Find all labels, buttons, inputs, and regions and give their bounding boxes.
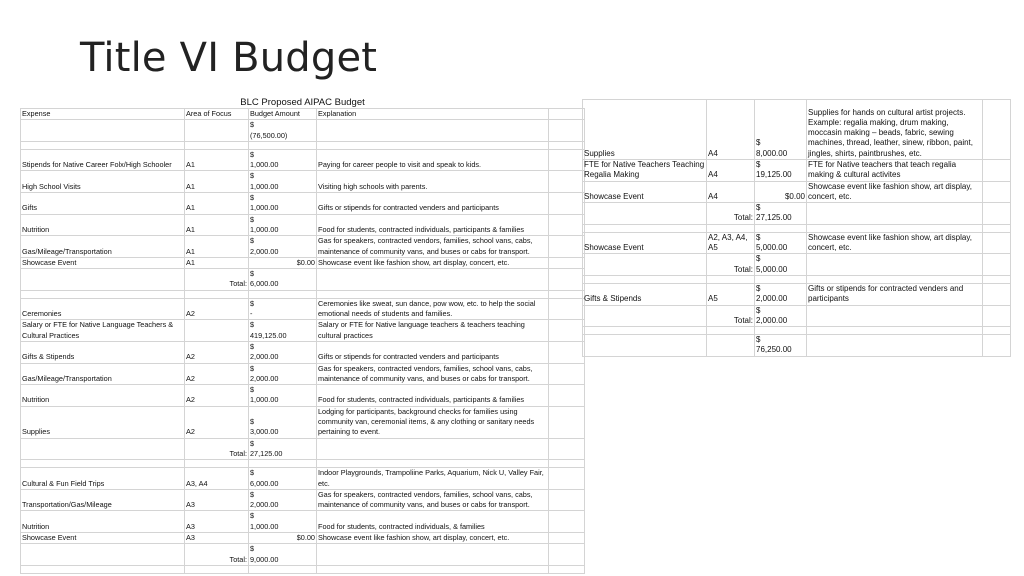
area-of-focus-cell: A5 xyxy=(707,283,755,305)
spacer-cell xyxy=(983,327,1011,335)
budget-amount-cell: $ 1,000.00 xyxy=(249,385,317,407)
explanation-cell xyxy=(317,290,549,298)
budget-amount-cell: $ 76,250.00 xyxy=(755,335,807,357)
budget-amount-cell: $0.00 xyxy=(249,532,317,543)
budget-amount-cell: $ 6,000.00 xyxy=(249,269,317,291)
explanation-cell: Showcase event like fashion show, art display, concert, etc. xyxy=(317,257,549,268)
budget-amount-cell: $ 5,000.00 xyxy=(755,254,807,276)
budget-amount-cell: $0.00 xyxy=(249,257,317,268)
table-title-row xyxy=(21,96,585,109)
spacer-cell xyxy=(983,275,1011,283)
expense-cell: Cultural & Fun Field Trips xyxy=(21,468,185,490)
spacer-cell xyxy=(983,335,1011,357)
area-of-focus-cell xyxy=(185,565,249,573)
spacer-cell xyxy=(549,149,585,171)
budget-amount-cell: $ 27,125.00 xyxy=(755,203,807,225)
table-row xyxy=(21,193,585,215)
explanation-cell xyxy=(317,565,549,573)
explanation-cell: Salary or FTE for Native language teachers & teachers teaching cultural practices xyxy=(317,320,549,342)
budget-amount-cell xyxy=(249,290,317,298)
budget-amount-cell: $ 1,000.00 xyxy=(249,149,317,171)
expense-cell: Ceremonies xyxy=(21,298,185,320)
expense-cell: Gifts xyxy=(21,193,185,215)
right-budget-table xyxy=(582,99,1011,357)
expense-cell: Nutrition xyxy=(21,511,185,533)
explanation-cell: Indoor Playgrounds, Trampoliine Parks, Aquarium, Nick U, Valley Fair, etc. xyxy=(317,468,549,490)
area-of-focus-cell: A3 xyxy=(185,489,249,511)
explanation-cell xyxy=(317,269,549,291)
header-spacer xyxy=(549,109,585,120)
area-of-focus-cell: A1 xyxy=(185,149,249,171)
expense-cell: Stipends for Native Career Folx/High Schooler xyxy=(21,149,185,171)
table-row xyxy=(583,254,1011,276)
explanation-cell xyxy=(807,203,983,225)
header-explanation: Explanation xyxy=(317,109,549,120)
area-of-focus-cell: A2 xyxy=(185,341,249,363)
area-of-focus-cell: A2 xyxy=(185,298,249,320)
explanation-cell xyxy=(807,254,983,276)
spacer-cell xyxy=(549,341,585,363)
area-of-focus-cell: Total: xyxy=(185,438,249,460)
spacer-cell xyxy=(549,468,585,490)
table-row xyxy=(21,460,585,468)
area-of-focus-cell: Total: xyxy=(707,305,755,327)
area-of-focus-cell: A3 xyxy=(185,532,249,543)
area-of-focus-cell: A2 xyxy=(185,363,249,385)
area-of-focus-cell: Total: xyxy=(185,269,249,291)
explanation-cell xyxy=(807,275,983,283)
expense-cell: Showcase Event xyxy=(21,257,185,268)
expense-cell xyxy=(583,305,707,327)
table-row xyxy=(21,468,585,490)
header-row xyxy=(21,109,585,120)
budget-amount-cell xyxy=(755,224,807,232)
area-of-focus-cell: A1 xyxy=(185,193,249,215)
spacer-cell xyxy=(983,160,1011,182)
budget-amount-cell xyxy=(755,327,807,335)
table-row xyxy=(583,232,1011,254)
table-row xyxy=(583,203,1011,225)
expense-cell: FTE for Native Teachers Teaching Regalia Making xyxy=(583,160,707,182)
budget-amount-cell: $ 6,000.00 xyxy=(249,468,317,490)
table-row xyxy=(21,141,585,149)
table-row xyxy=(583,335,1011,357)
table-row xyxy=(21,290,585,298)
area-of-focus-cell: A2, A3, A4, A5 xyxy=(707,232,755,254)
area-of-focus-cell: A1 xyxy=(185,236,249,258)
expense-cell xyxy=(583,224,707,232)
explanation-cell xyxy=(807,305,983,327)
spacer-cell xyxy=(549,385,585,407)
expense-cell xyxy=(583,203,707,225)
area-of-focus-cell: A1 xyxy=(185,171,249,193)
explanation-cell: Food for students, contracted individuals, participants & families xyxy=(317,214,549,236)
spacer-cell xyxy=(549,171,585,193)
expense-cell xyxy=(583,254,707,276)
explanation-cell xyxy=(807,224,983,232)
area-of-focus-cell: A1 xyxy=(185,214,249,236)
expense-cell xyxy=(583,335,707,357)
table-title: BLC Proposed AIPAC Budget xyxy=(240,96,365,108)
budget-amount-cell: $0.00 xyxy=(755,181,807,203)
area-of-focus-cell: A1 xyxy=(185,257,249,268)
table-row xyxy=(21,406,585,438)
explanation-cell xyxy=(317,141,549,149)
spacer-cell xyxy=(549,298,585,320)
explanation-cell: Showcase event like fashion show, art display, concert, etc. xyxy=(317,532,549,543)
expense-cell: Nutrition xyxy=(21,385,185,407)
table-row xyxy=(21,257,585,268)
area-of-focus-cell xyxy=(707,327,755,335)
expense-cell: Gifts & Stipends xyxy=(21,341,185,363)
spacer-cell xyxy=(549,489,585,511)
explanation-cell: Food for students, contracted individuals, participants & families xyxy=(317,385,549,407)
table-row xyxy=(21,236,585,258)
expense-cell: High School Visits xyxy=(21,171,185,193)
spacer-cell xyxy=(983,232,1011,254)
table-row xyxy=(583,327,1011,335)
explanation-cell: Gifts or stipends for contracted venders and participants xyxy=(317,193,549,215)
explanation-cell xyxy=(317,120,549,142)
spacer-cell xyxy=(549,141,585,149)
budget-amount-cell xyxy=(249,141,317,149)
table-row xyxy=(21,341,585,363)
explanation-cell xyxy=(317,460,549,468)
explanation-cell: Supplies for hands on cultural artist projects. Example: regalia making, drum making, moccasin making – beads, fabric, sewing machines, thread, leather, sinew, ribbon, paint, jingles, shirts, paintbrushes, etc. xyxy=(807,100,983,160)
expense-cell: Gifts & Stipends xyxy=(583,283,707,305)
budget-amount-cell: $ 2,000.00 xyxy=(755,305,807,327)
spacer-cell xyxy=(983,283,1011,305)
table-row xyxy=(21,149,585,171)
area-of-focus-cell: A3, A4 xyxy=(185,468,249,490)
table-row xyxy=(21,438,585,460)
table-row xyxy=(583,275,1011,283)
area-of-focus-cell: A4 xyxy=(707,100,755,160)
expense-cell: Transportation/Gas/Mileage xyxy=(21,489,185,511)
expense-cell: Nutrition xyxy=(21,214,185,236)
expense-cell xyxy=(21,460,185,468)
table-row xyxy=(21,565,585,573)
explanation-cell: Food for students, contracted individuals, & families xyxy=(317,511,549,533)
spacer-cell xyxy=(549,120,585,142)
area-of-focus-cell: Total: xyxy=(185,544,249,566)
expense-cell: Showcase Event xyxy=(583,232,707,254)
spacer-cell xyxy=(549,214,585,236)
table-row xyxy=(583,283,1011,305)
expense-cell xyxy=(21,544,185,566)
budget-amount-cell: $ 1,000.00 xyxy=(249,511,317,533)
left-budget-table xyxy=(20,96,585,574)
expense-cell: Gas/Mileage/Transportation xyxy=(21,363,185,385)
spacer-cell xyxy=(549,269,585,291)
table-row xyxy=(583,181,1011,203)
spacer-cell xyxy=(549,320,585,342)
explanation-cell: Showcase event like fashion show, art display, concert, etc. xyxy=(807,232,983,254)
expense-cell: Supplies xyxy=(583,100,707,160)
table-row xyxy=(21,544,585,566)
header-area-of-focus: Area of Focus xyxy=(185,109,249,120)
spacer-cell xyxy=(983,305,1011,327)
expense-cell xyxy=(21,120,185,142)
area-of-focus-cell: A4 xyxy=(707,181,755,203)
spacer-cell xyxy=(549,406,585,438)
explanation-cell xyxy=(317,438,549,460)
spacer-cell xyxy=(549,438,585,460)
budget-amount-cell: $ 5,000.00 xyxy=(755,232,807,254)
table-row xyxy=(583,100,1011,160)
explanation-cell xyxy=(317,544,549,566)
expense-cell: Showcase Event xyxy=(583,181,707,203)
explanation-cell: Ceremonies like sweat, sun dance, pow wow, etc. to help the social emotional needs of students and families. xyxy=(317,298,549,320)
budget-amount-cell xyxy=(755,275,807,283)
explanation-cell: Lodging for participants, background checks for families using community van, ceremonial items, & any clothing or sanitary needs pertaining to event. xyxy=(317,406,549,438)
expense-cell: Supplies xyxy=(21,406,185,438)
explanation-cell: Gas for speakers, contracted vendors, families, school vans, cabs, maintenance of community vans, and buses or cabs for transport. xyxy=(317,363,549,385)
area-of-focus-cell: Total: xyxy=(707,203,755,225)
slide-title: Title VI Budget xyxy=(80,35,378,81)
explanation-cell xyxy=(807,327,983,335)
table-row xyxy=(21,214,585,236)
budget-amount-cell: $ 2,000.00 xyxy=(249,236,317,258)
expense-cell xyxy=(21,565,185,573)
explanation-cell: Visiting high schools with parents. xyxy=(317,171,549,193)
expense-cell xyxy=(21,141,185,149)
area-of-focus-cell: A3 xyxy=(185,511,249,533)
area-of-focus-cell: A4 xyxy=(707,160,755,182)
budget-amount-cell: $ 1,000.00 xyxy=(249,193,317,215)
spacer-cell xyxy=(549,460,585,468)
explanation-cell: Paying for career people to visit and speak to kids. xyxy=(317,149,549,171)
table-row xyxy=(583,160,1011,182)
area-of-focus-cell xyxy=(185,460,249,468)
spacer-cell xyxy=(983,224,1011,232)
budget-amount-cell: $ 3,000.00 xyxy=(249,406,317,438)
spacer-cell xyxy=(549,236,585,258)
table-row xyxy=(21,320,585,342)
budget-amount-cell: $ 2,000.00 xyxy=(249,489,317,511)
expense-cell xyxy=(583,275,707,283)
spacer-cell xyxy=(549,532,585,543)
budget-amount-cell: $ 2,000.00 xyxy=(249,341,317,363)
budget-amount-cell xyxy=(249,460,317,468)
budget-amount-cell: $ 9,000.00 xyxy=(249,544,317,566)
area-of-focus-cell: A2 xyxy=(185,406,249,438)
explanation-cell: Gas for speakers, contracted vendors, families, school vans, cabs, maintenance of community vans, and buses or cabs for transport. xyxy=(317,489,549,511)
budget-amount-cell: $ (76,500.00) xyxy=(249,120,317,142)
table-row xyxy=(21,511,585,533)
table-row xyxy=(21,269,585,291)
budget-amount-cell: $ 1,000.00 xyxy=(249,214,317,236)
table-row xyxy=(583,224,1011,232)
explanation-cell: Gifts or stipends for contracted venders and participants xyxy=(317,341,549,363)
table-row xyxy=(21,363,585,385)
area-of-focus-cell xyxy=(707,224,755,232)
header-expense: Expense xyxy=(21,109,185,120)
table-row xyxy=(21,298,585,320)
budget-amount-cell xyxy=(249,565,317,573)
area-of-focus-cell xyxy=(185,320,249,342)
explanation-cell: Gas for speakers, contracted vendors, families, school vans, cabs, maintenance of community vans, and buses or cabs for transport. xyxy=(317,236,549,258)
explanation-cell: Showcase event like fashion show, art display, concert, etc. xyxy=(807,181,983,203)
spacer-cell xyxy=(983,254,1011,276)
area-of-focus-cell: A2 xyxy=(185,385,249,407)
expense-cell xyxy=(583,327,707,335)
explanation-cell: Gifts or stipends for contracted venders and participants xyxy=(807,283,983,305)
spacer-cell xyxy=(983,100,1011,160)
header-budget-amount: Budget Amount xyxy=(249,109,317,120)
spacer-cell xyxy=(983,181,1011,203)
explanation-cell: FTE for Native teachers that teach regalia making & cultural activites xyxy=(807,160,983,182)
expense-cell xyxy=(21,290,185,298)
budget-amount-cell: $ 27,125.00 xyxy=(249,438,317,460)
table-row xyxy=(21,120,585,142)
table-row xyxy=(21,532,585,543)
budget-amount-cell: $ 2,000.00 xyxy=(249,363,317,385)
expense-cell: Gas/Mileage/Transportation xyxy=(21,236,185,258)
budget-amount-cell: $ 8,000.00 xyxy=(755,100,807,160)
spacer-cell xyxy=(983,203,1011,225)
area-of-focus-cell: Total: xyxy=(707,254,755,276)
table-row xyxy=(21,489,585,511)
area-of-focus-cell xyxy=(707,275,755,283)
spacer-cell xyxy=(549,511,585,533)
expense-cell: Showcase Event xyxy=(21,532,185,543)
expense-cell xyxy=(21,269,185,291)
budget-amount-cell: $ 2,000.00 xyxy=(755,283,807,305)
area-of-focus-cell xyxy=(185,290,249,298)
area-of-focus-cell xyxy=(707,335,755,357)
spacer-cell xyxy=(549,544,585,566)
spacer-cell xyxy=(549,565,585,573)
budget-amount-cell: $ 1,000.00 xyxy=(249,171,317,193)
spacer-cell xyxy=(549,257,585,268)
area-of-focus-cell xyxy=(185,120,249,142)
explanation-cell xyxy=(807,335,983,357)
expense-cell xyxy=(21,438,185,460)
table-row xyxy=(583,305,1011,327)
table-row xyxy=(21,171,585,193)
spacer-cell xyxy=(549,290,585,298)
spacer-cell xyxy=(549,193,585,215)
budget-amount-cell: $ - xyxy=(249,298,317,320)
budget-amount-cell: $ 19,125.00 xyxy=(755,160,807,182)
area-of-focus-cell xyxy=(185,141,249,149)
expense-cell: Salary or FTE for Native Language Teachers & Cultural Practices xyxy=(21,320,185,342)
spacer-cell xyxy=(549,363,585,385)
table-row xyxy=(21,385,585,407)
budget-amount-cell: $ 419,125.00 xyxy=(249,320,317,342)
